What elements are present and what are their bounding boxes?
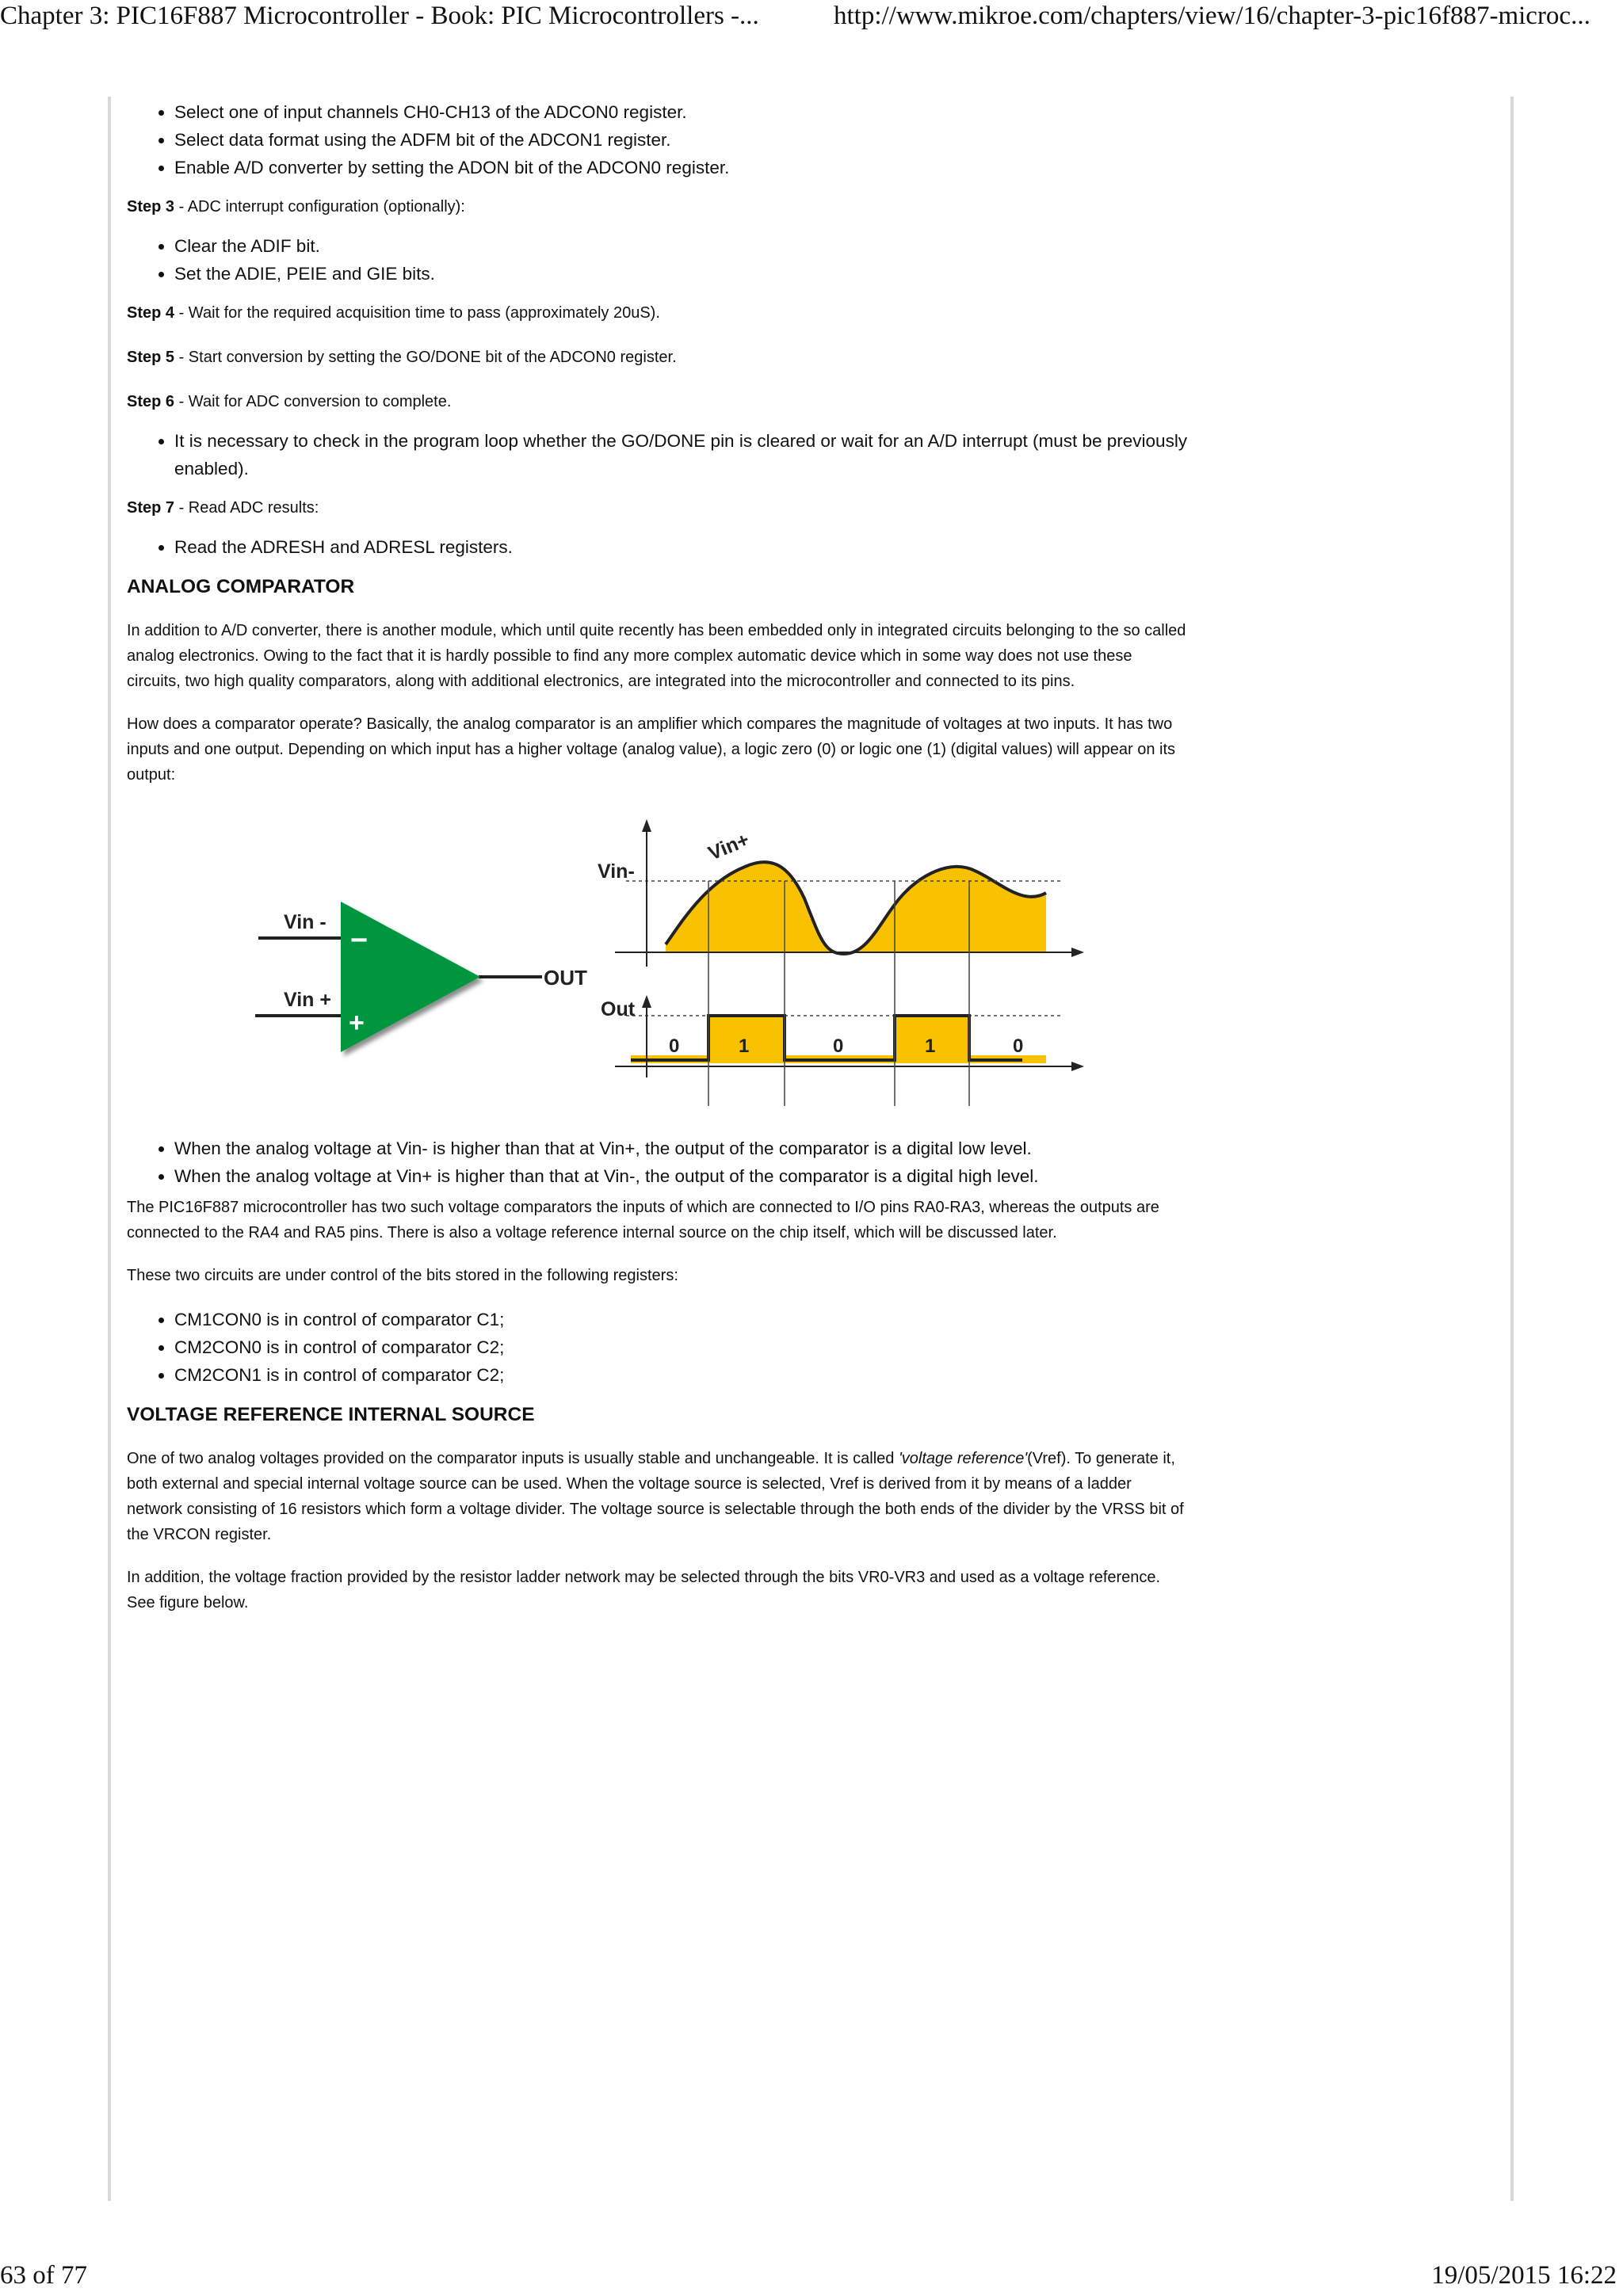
- step-label: Step 7: [127, 499, 175, 517]
- step-7-list: [127, 533, 1189, 561]
- list-item: • Clear the ADIF bit.: [174, 232, 1189, 260]
- emphasis: 'voltage reference': [898, 1450, 1028, 1467]
- out-x-axis-arrow: [1071, 1062, 1084, 1071]
- paragraph: The PIC16F887 microcontroller has two such voltage comparators the inputs of which are connected to I/O pins RA0-RA3, whereas the outputs are connected to the RA4 and RA5 pins. There is also a voltage reference internal source on the chip itself, which will be discussed later.: [127, 1199, 1159, 1241]
- list-item: • Set the ADIE, PEIE and GIE bits.: [174, 260, 1189, 288]
- register-list: [127, 1306, 1189, 1389]
- right-border-rule: [1510, 97, 1514, 2201]
- step-text: - Read ADC results:: [174, 499, 319, 517]
- vin-minus-label: Vin -: [284, 911, 327, 933]
- paragraph: How does a comparator operate? Basically, the analog comparator is an amplifier which compares the magnitude of voltages at two inputs. It has two inputs and one output. Depending on which input has a higher voltage (analog value), a logic zero (0) or logic one (1) (digital values) will appear on its output:: [127, 715, 1176, 784]
- graph-vin-minus-label: Vin-: [598, 860, 635, 883]
- step-3-list: [127, 232, 1189, 288]
- section-heading-analog-comparator: ANALOG COMPARATOR: [127, 576, 355, 597]
- step-7: [127, 495, 1189, 521]
- out-label: OUT: [544, 966, 587, 990]
- page-number: 63 of 77: [0, 2261, 87, 2290]
- paragraph: In addition, the voltage fraction provided by the resistor ladder network may be selected through the bits VR0-VR3 and used as a voltage reference. See figure below.: [127, 1569, 1161, 1611]
- digital-value: 0: [833, 1035, 844, 1057]
- left-border-rule: [108, 97, 111, 2201]
- step-4: [127, 300, 1189, 326]
- text-run: (Vref). To generate it, both external and special internal voltage source can be used. When the voltage source is selected, Vref is derived from it by means of a ladder network consisting of 16 resistors which form a voltage divider. The voltage source is selectable through the both ends of the divider by the VRSS bit of the VRCON register.: [127, 1450, 1184, 1543]
- list-item: • When the analog voltage at Vin+ is higher than that at Vin-, the output of the comparator is a digital high level.: [174, 1162, 1189, 1190]
- step-3: [127, 194, 1189, 219]
- graph-vin-plus-label: Vin+: [705, 828, 753, 865]
- list-item: • Select one of input channels CH0-CH13 of the ADCON0 register.: [174, 98, 1189, 126]
- digital-value: 0: [1013, 1035, 1024, 1057]
- y-axis-arrow: [642, 819, 651, 832]
- minus-sign: −: [350, 924, 369, 957]
- list-item: • CM2CON0 is in control of comparator C2;: [174, 1333, 1189, 1361]
- section-heading-voltage-reference: VOLTAGE REFERENCE INTERNAL SOURCE: [127, 1404, 535, 1425]
- digital-value: 1: [739, 1035, 750, 1057]
- step-text: - Wait for ADC conversion to complete.: [174, 393, 452, 410]
- step-label: Step 5: [127, 349, 175, 366]
- graph-out-label: Out: [601, 998, 636, 1020]
- plus-sign: +: [349, 1008, 365, 1038]
- paragraph: In addition to A/D converter, there is another module, which until quite recently has been embedded only in integrated circuits belonging to the so called analog electronics. Owing to the fact that it is hardly possible to find any more complex automatic device which in some way does not use these circuits, two high quality comparators, along with additional electronics, are integrated into the microcontroller and connected to its pins.: [127, 622, 1186, 690]
- print-datetime: 19/05/2015 16:22: [1431, 2261, 1617, 2290]
- list-item: • When the analog voltage at Vin- is higher than that at Vin+, the output of the comparator is a digital low level.: [174, 1135, 1189, 1162]
- step-6: [127, 389, 1189, 414]
- vin-plus-label: Vin +: [284, 989, 331, 1011]
- digital-value: 1: [925, 1035, 936, 1057]
- out-y-axis-arrow: [642, 995, 651, 1008]
- step-text: - Wait for the required acquisition time to pass (approximately 20uS).: [174, 304, 660, 322]
- list-item: • CM1CON0 is in control of comparator C1;: [174, 1306, 1189, 1333]
- print-footer: [0, 2261, 1623, 2296]
- comparator-diagram: [127, 811, 1189, 1112]
- list-item: • CM2CON1 is in control of comparator C2;: [174, 1361, 1189, 1389]
- step-label: Step 4: [127, 304, 175, 322]
- step-text: - Start conversion by setting the GO/DONE bit of the ADCON0 register.: [174, 349, 677, 366]
- paragraph: These two circuits are under control of the bits stored in the following registers:: [127, 1267, 678, 1284]
- text-run: One of two analog voltages provided on the comparator inputs is usually stable and unchangeable. It is called: [127, 1450, 899, 1467]
- list-item: • Read the ADRESH and ADRESL registers.: [174, 533, 1189, 561]
- print-header: [0, 2, 1623, 36]
- vin-plus-area: [666, 862, 1046, 954]
- page-url: http://www.mikroe.com/chapters/view/16/chapter-3-pic16f887-microc...: [834, 2, 1591, 30]
- step-label: Step 3: [127, 198, 175, 215]
- page-title: Chapter 3: PIC16F887 Microcontroller - Book: PIC Microcontrollers -...: [0, 2, 759, 30]
- comparison-list: [127, 1135, 1189, 1190]
- comparator-figure: [127, 811, 1189, 1112]
- list-item: • Select data format using the ADFM bit of the ADCON1 register.: [174, 126, 1189, 154]
- step-text: - ADC interrupt configuration (optionally):: [174, 198, 465, 215]
- adc-config-list: [127, 98, 1189, 181]
- list-item: • Enable A/D converter by setting the ADON bit of the ADCON0 register.: [174, 154, 1189, 181]
- digital-value: 0: [669, 1035, 680, 1057]
- article-content: [127, 98, 1189, 1615]
- step-5: [127, 345, 1189, 370]
- step-6-list: [127, 427, 1189, 482]
- paragraph: [127, 1446, 1189, 1547]
- x-axis-arrow: [1071, 948, 1084, 957]
- step-label: Step 6: [127, 393, 175, 410]
- list-item: • It is necessary to check in the program loop whether the GO/DONE pin is cleared or wait for an A/D interrupt (must be previously enabled).: [174, 427, 1189, 482]
